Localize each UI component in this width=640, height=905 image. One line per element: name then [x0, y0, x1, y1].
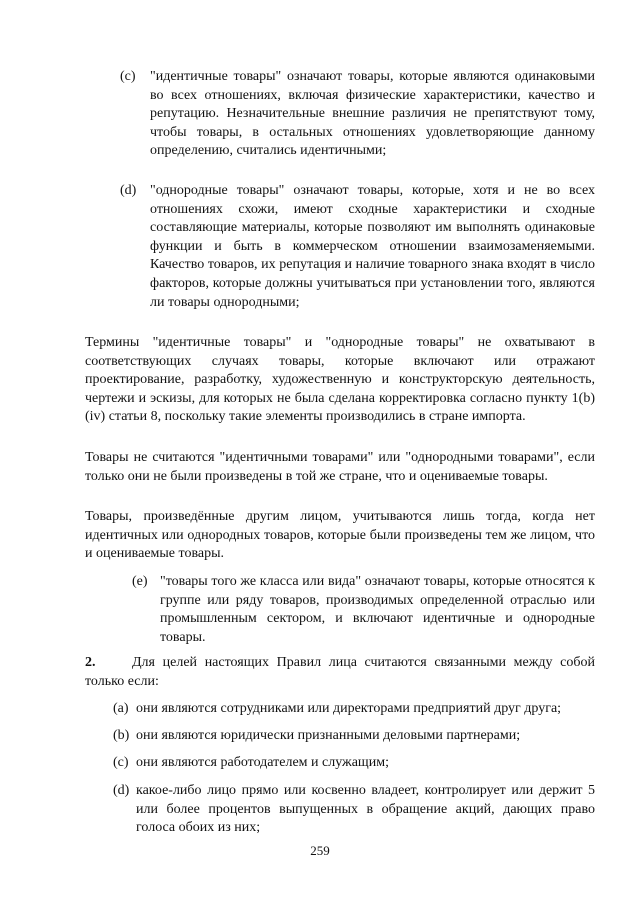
- paragraph-terms: Термины "идентичные товары" и "однородные товары" не охватывают в соответствующих случаях товары, которые включают или отражают проектирование, разработку, художественную и конструкторскую деятельность, чертежи и эскизы, для которых не была сделана корректировка согласно пункту 1(b)(iv) статьи 8, поскольку такие элементы производились в стране импорта.: [85, 335, 595, 425]
- item-label: (d): [120, 183, 137, 198]
- subitem-c: [113, 754, 595, 773]
- subitem-text: какое-либо лицо прямо или косвенно владеет, контролирует или держит 5 или более процентов выпущенных в обращение акций, дающих право голоса обоих из них;: [136, 783, 595, 836]
- definition-item-d: [120, 182, 595, 312]
- page-number: 259: [310, 843, 330, 858]
- section-2: [85, 654, 595, 691]
- item-label: (e): [132, 574, 148, 589]
- subitem-label: (c): [113, 755, 129, 770]
- item-text: "однородные товары" означают товары, которые, хотя и не во всех отношениях схожи, имеют сходные характеристики и сходные составляющие материалы, которые позволяют им выполнять одинаковые функции и быть в коммерческом отношении взаимозаменяемыми. Качество товаров, их репутация и наличие товарного знака входят в число факторов, которые должны учитываться при установлении того, являются ли товары однородными;: [150, 183, 595, 310]
- item-text: "идентичные товары" означают товары, которые являются одинаковыми во всех отношениях, включая физические характеристики, качество и репутацию. Незначительные внешние различия не препятствуют тому, чтобы товары, в остальных отношениях удовлетворяющие данному определению, считались идентичными;: [150, 69, 595, 159]
- subitem-text: они являются работодателем и служащим;: [136, 755, 389, 770]
- subitem-b: [113, 727, 595, 746]
- subitem-label: (b): [113, 728, 130, 743]
- subitem-label: (a): [113, 701, 129, 716]
- subitem-label: (d): [113, 783, 130, 798]
- subitem-text: они являются сотрудниками или директорами предприятий друг друга;: [136, 701, 562, 716]
- item-label: (c): [120, 69, 136, 84]
- subitem-text: они являются юридически признанными деловыми партнерами;: [136, 728, 521, 743]
- item-text: "товары того же класса или вида" означают товары, которые относятся к группе или ряду товаров, производимых определенной отраслью или промышленным сектором, и включают идентичные и однородные товары.: [160, 574, 595, 645]
- paragraph-other-person: Товары, произведённые другим лицом, учитываются лишь тогда, когда нет идентичных или однородных товаров, которые были произведены тем же лицом, что и оцениваемые товары.: [85, 509, 595, 562]
- subitem-d: [113, 782, 595, 838]
- section-text: Для целей настоящих Правил лица считаются связанными между собой только если:: [85, 655, 595, 689]
- definition-item-e: [132, 573, 595, 647]
- paragraph-not-considered: Товары не считаются "идентичными товарами" или "однородными товарами", если только они не были произведены в той же стране, что и оцениваемые товары.: [85, 450, 595, 484]
- subitem-a: [113, 700, 595, 719]
- section-number: 2.: [85, 655, 96, 670]
- definition-item-c: [120, 68, 595, 161]
